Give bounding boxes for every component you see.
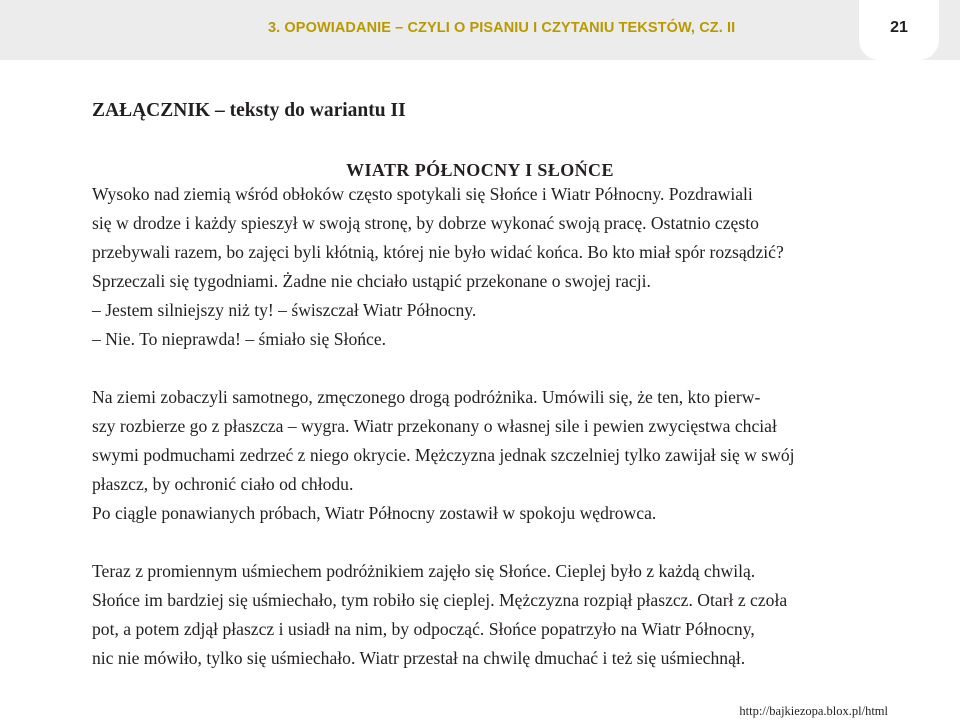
text-line: Wysoko nad ziemią wśród obłoków często spotykali się Słońce i Wiatr Północny. Pozdrawiali: [92, 184, 753, 204]
text-line: Teraz z promiennym uśmiechem podróżnikiem zajęło się Słońce. Cieplej było z każdą chwilą.: [92, 561, 756, 581]
story-paragraph-2: [92, 383, 892, 528]
text-line: Sprzeczali się tygodniami. Żadne nie chciało ustąpić przekonane o swojej racji.: [92, 271, 651, 291]
text-line: pot, a potem zdjął płaszcz i usiadł na nim, by odpocząć. Słońce popatrzyło na Wiatr Północny,: [92, 619, 755, 639]
dialogue-line: – Nie. To nieprawda! – śmiało się Słońce.: [92, 329, 387, 349]
story-paragraph-3: [92, 557, 892, 673]
story-body: [92, 180, 892, 673]
story-title: WIATR PÓŁNOCNY I SŁOŃCE: [346, 160, 614, 180]
paragraph-gap: [92, 354, 892, 383]
paragraph-gap: [92, 528, 892, 557]
dialogue-line: – Jestem silniejszy niż ty! – świszczał Wiatr Północny.: [92, 300, 477, 320]
page-number: 21: [890, 19, 908, 36]
text-line: płaszcz, by ochronić ciało od chłodu.: [92, 474, 354, 494]
page-header: [0, 0, 960, 60]
text-line: nic nie mówiło, tylko się uśmiechało. Wiatr przestał na chwilę dmuchać i też się uśmiechnął.: [92, 648, 746, 668]
chapter-title: 3. OPOWIADANIE – CZYLI O PISANIU I CZYTANIU TEKSTÓW, CZ. II: [268, 20, 736, 36]
section-heading: ZAŁĄCZNIK – teksty do wariantu II: [92, 100, 406, 121]
text-line: swymi podmuchami zedrzeć z niego okrycie. Mężczyzna jednak szczelniej tylko zawijał się w swój: [92, 445, 795, 465]
story-paragraph-1: [92, 180, 892, 354]
source-url: http://bajkiezopa.blox.pl/html: [739, 704, 888, 718]
text-line: Słońce im bardziej się uśmiechało, tym robiło się cieplej. Mężczyzna rozpiął płaszcz. Otarł z czoła: [92, 590, 788, 610]
text-line: szy rozbierze go z płaszcza – wygra. Wiatr przekonany o własnej sile i pewien zwycięstwa chciał: [92, 416, 777, 436]
text-line: się w drodze i każdy spieszył w swoją stronę, by dobrze wykonać swoją pracę. Ostatnio często: [92, 213, 759, 233]
text-line: Na ziemi zobaczyli samotnego, zmęczonego drogą podróżnika. Umówili się, że ten, kto pierw-: [92, 387, 761, 407]
text-line: Po ciągle ponawianych próbach, Wiatr Północny zostawił w spokoju wędrowca.: [92, 503, 657, 523]
page-number-badge: [859, 0, 939, 60]
text-line: przebywali razem, bo zajęci byli kłótnią, której nie było widać końca. Bo kto miał spór rozsądzić?: [92, 242, 784, 262]
